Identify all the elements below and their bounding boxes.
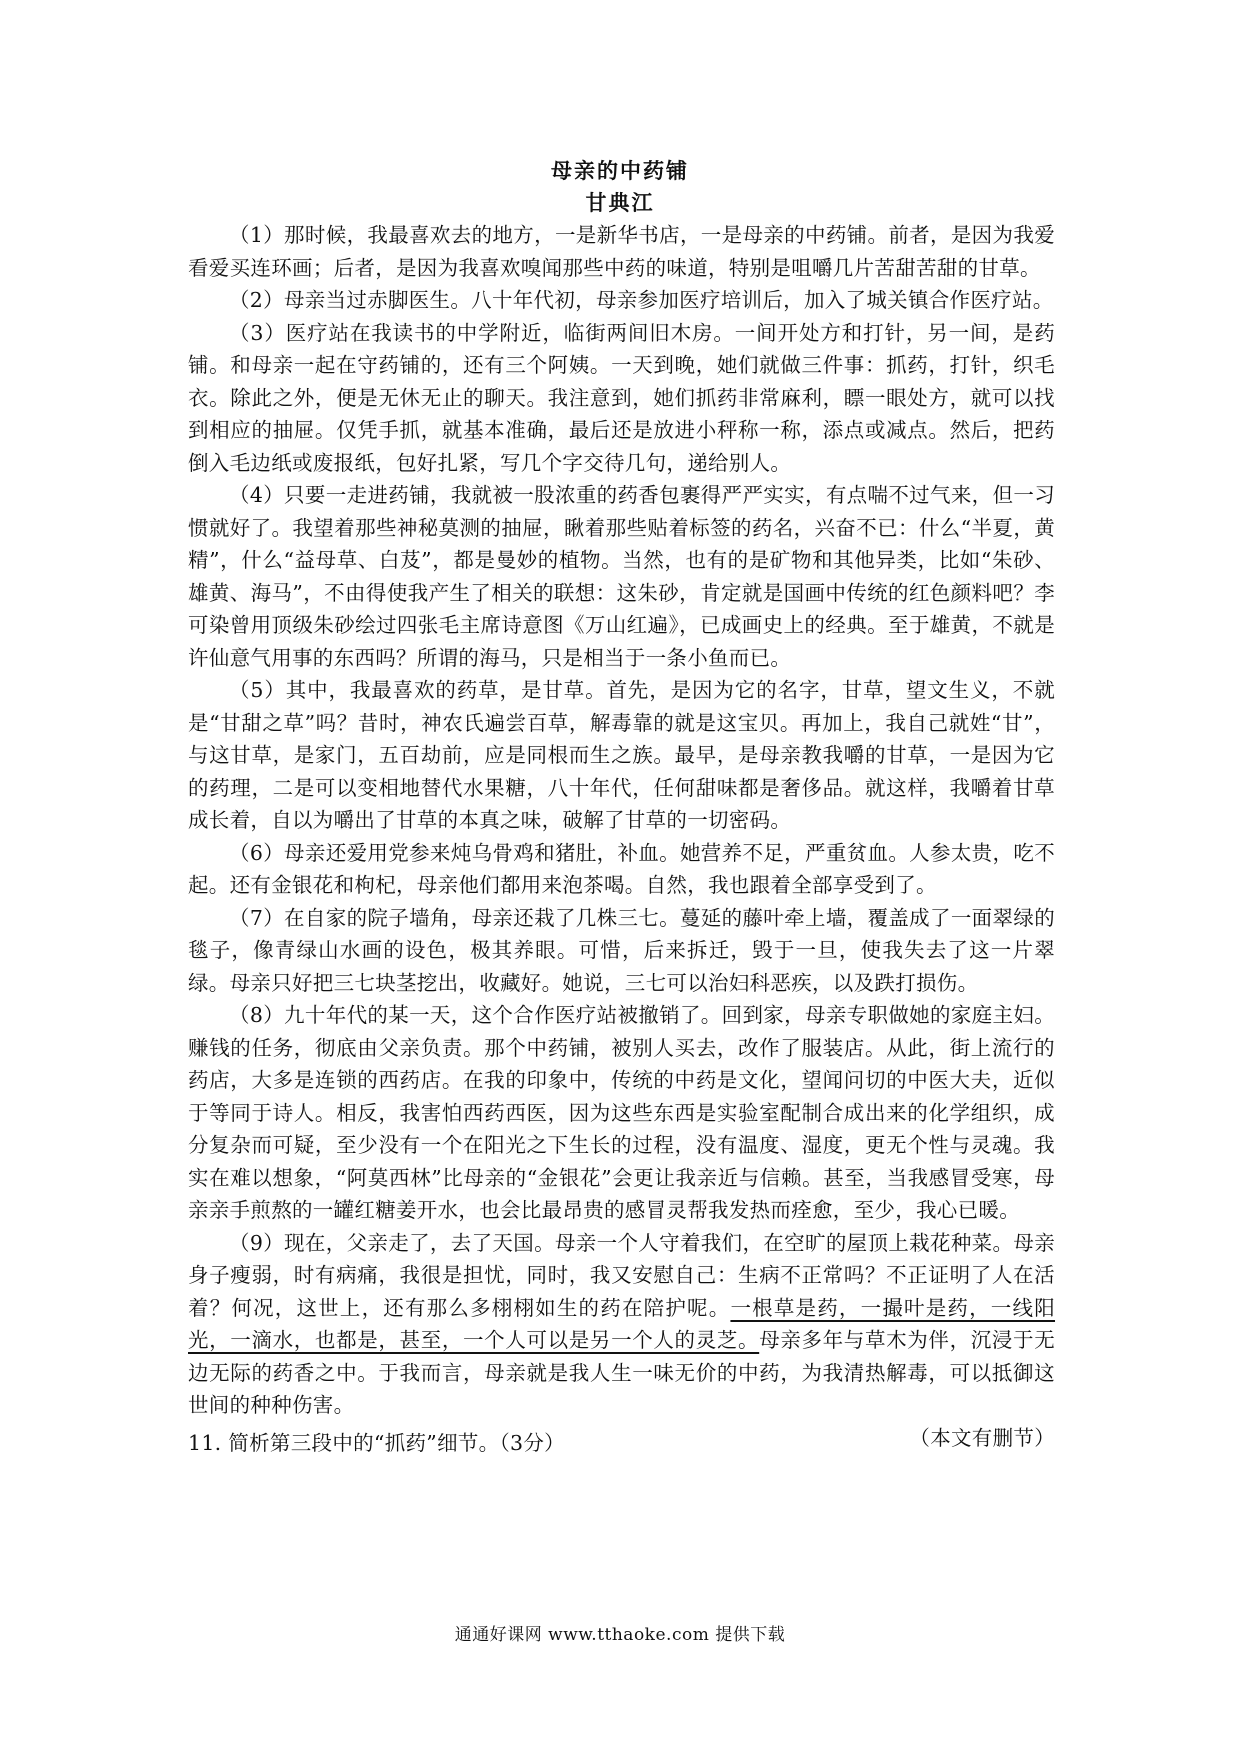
paragraph-4: （4）只要一走进药铺，我就被一股浓重的药香包裹得严严实实，有点喘不过气来，但一习惯就好了。我望着那些神秘莫测的抽屉，瞅着那些贴着标签的药名，兴奋不已：什么“半夏，黄精”，什么“益母草、白芨”，都是曼妙的植物。当然，也有的是矿物和其他异类，比如“朱砂、雄黄、海马”，不由得使我产生了相关的联想：这朱砂，肯定就是国画中传统的红色颜料吧？李可染曾用顶级朱砂绘过四张毛主席诗意图《万山红遍》，已成画史上的经典。至于雄黄，不就是许仙意气用事的东西吗？所谓的海马，只是相当于一条小鱼而已。	[188, 483, 1055, 670]
page-footer: 通通好课网 www.tthaoke.com 提供下载	[454, 1625, 786, 1645]
underlined-sentence: 一根草是药，一撮叶是药，一线阳光，一滴水，也都是，甚至，一个人可以是另一个人的灵芝。	[188, 1295, 1056, 1352]
paragraph-2: （2）母亲当过赤脚医生。八十年代初，母亲参加医疗培训后，加入了城关镇合作医疗站。	[229, 288, 1054, 312]
article-title: 母亲的中药铺	[551, 158, 689, 183]
paragraph-8: （8）九十年代的某一天，这个合作医疗站被撤销了。回到家，母亲专职做她的家庭主妇。赚钱的任务，彻底由父亲负责。那个中药铺，被别人买去，改作了服装店。从此，街上流行的药店，大多是连锁的西药店。在我的印象中，传统的中药是文化，望闻问切的中医大夫，近似于等同于诗人。相反，我害怕西药西医，因为这些东西是实验室配制合成出来的化学组织，成分复杂而可疑，至少没有一个在阳光之下生长的过程，没有温度、湿度，更无个性与灵魂。我实在难以想象，“阿莫西林”比母亲的“金银花”会更让我亲近与信赖。甚至，当我感冒受寒，母亲亲手煎熬的一罐红糖姜开水，也会比最昂贵的感冒灵帮我发热而痊愈，至少，我心已暖。	[188, 1003, 1055, 1222]
paragraph-9	[188, 1227, 1055, 1422]
paragraph-6: （6）母亲还爱用党参来炖乌骨鸡和猪肚，补血。她营养不足，严重贫血。人参太贵，吃不起。还有金银花和枸杞，母亲他们都用来泡茶喝。自然，我也跟着全部享受到了。	[188, 840, 1055, 897]
paragraph-3: （3）医疗站在我读书的中学附近，临街两间旧木房。一间开处方和打针，另一间，是药铺。和母亲一起在守药铺的，还有三个阿姨。一天到晚，她们就做三件事：抓药，打针，织毛衣。除此之外，便是无休无止的聊天。我注意到，她们抓药非常麻利，瞟一眼处方，就可以找到相应的抽屉。仅凭手抓，就基本准确，最后还是放进小秤称一称，添点或减点。然后，把药倒入毛边纸或废报纸，包好扎紧，写几个字交待几句，递给别人。	[188, 320, 1055, 475]
paragraph-1: （1）那时候，我最喜欢去的地方，一是新华书店，一是母亲的中药铺。前者，是因为我爱看爱买连环画；后者，是因为我喜欢嗅闻那些中药的味道，特别是咀嚼几片苦甜苦甜的甘草。	[188, 223, 1055, 280]
paragraph-5: （5）其中，我最喜欢的药草，是甘草。首先，是因为它的名字，甘草，望文生义，不就是“甘甜之草”吗？昔时，神农氏遍尝百草，解毒靠的就是这宝贝。再加上，我自己就姓“甘”，与这甘草，是家门，五百劫前，应是同根而生之族。最早，是母亲教我嚼的甘草，一是因为它的药理，二是可以变相地替代水果糖，八十年代，任何甜味都是奢侈品。就这样，我嚼着甘草成长着，自以为嚼出了甘草的本真之味，破解了甘草的一切密码。	[188, 678, 1055, 832]
paragraph-9-before: （9）现在，父亲走了，去了天国。母亲一个人守着我们，在空旷的屋顶上栽花种菜。母亲身子瘦弱，时有病痛，我很是担忧，同时，我又安慰自己：生病不正常吗？不正证明了人在活着？何况，这世上，还有那么多栩栩如生的药在陪护呢。	[188, 1230, 1055, 1320]
article-author: 甘典江	[585, 190, 655, 215]
source-note: （本文有删节）	[909, 1425, 1055, 1450]
question-11: 11. 简析第三段中的“抓药”细节。（3分）	[188, 1431, 565, 1455]
article-body	[188, 219, 1055, 1454]
paragraph-9-after: 母亲多年与草木为伴，沉浸于无边无际的药香之中。于我而言，母亲就是我人生一味无价的中药，为我清热解毒，可以抵御这世间的种种伤害。	[188, 1328, 1055, 1417]
paragraph-7: （7）在自家的院子墙角，母亲还栽了几株三七。蔓延的藤叶牵上墙，覆盖成了一面翠绿的毯子，像青绿山水画的设色，极其养眼。可惜，后来拆迁，毁于一旦，使我失去了这一片翠绿。母亲只好把三七块茎挖出，收藏好。她说，三七可以治妇科恶疾，以及跌打损伤。	[188, 905, 1055, 995]
